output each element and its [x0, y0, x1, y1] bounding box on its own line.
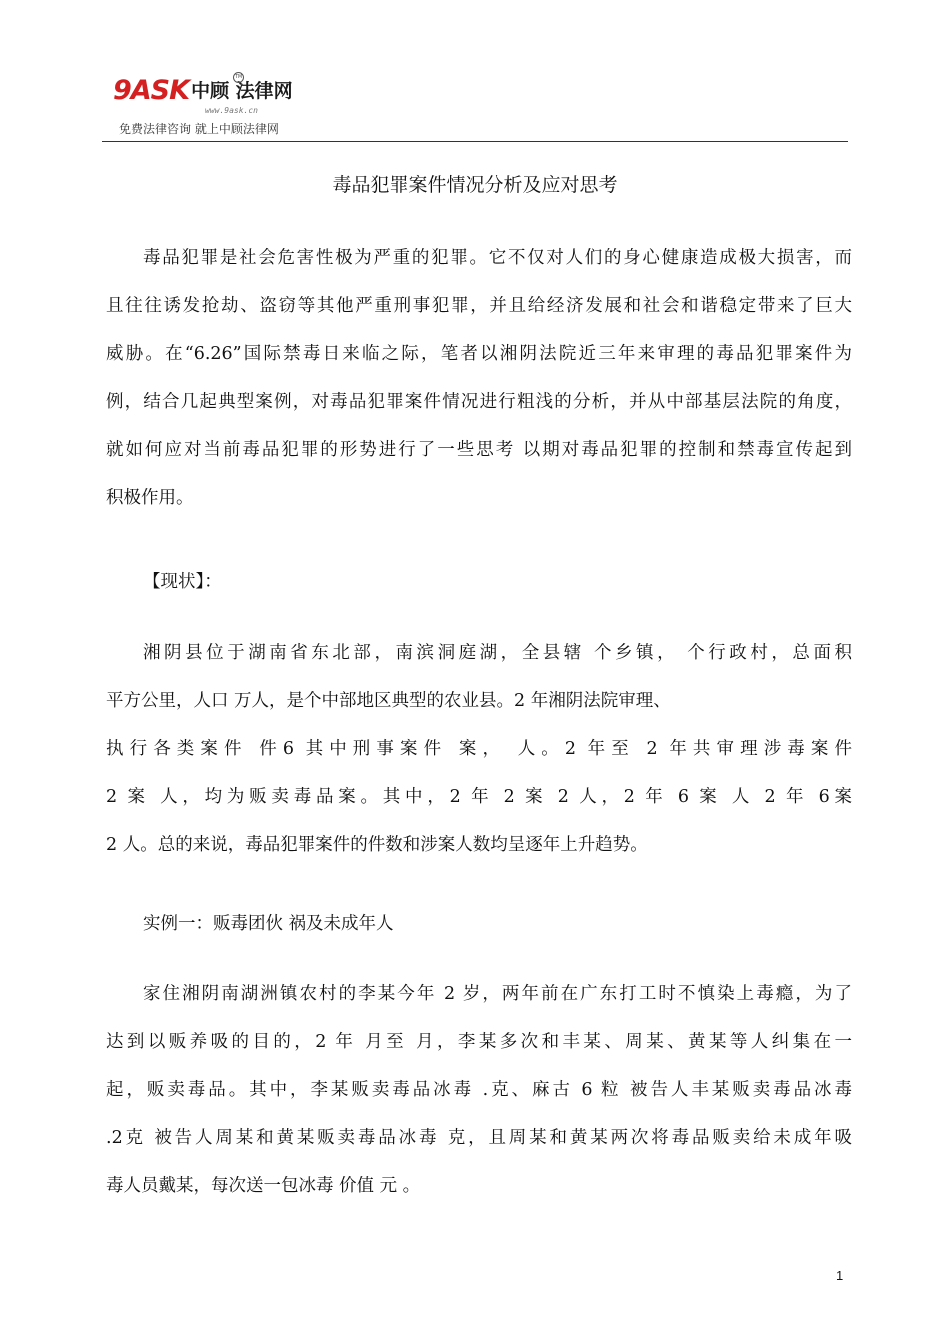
text-line: 执行各类案件 件6 其中刑事案件 案， 人。2 年至 2 年共审理涉毒案件 [106, 739, 852, 759]
text-line: 2 案 人，均为贩卖毒品案。其中，2 年 2 案 2 人，2 年 6 案 人 2 年 6案 [106, 787, 852, 807]
logo-wordmark [113, 76, 293, 106]
text-line: 例，结合几起典型案例，对毒品犯罪案件情况进行粗浅的分析，并从中部基层法院的角度， [106, 392, 852, 412]
text-line: 2 人。总的来说，毒品犯罪案件的件数和涉案人数均呈逐年上升趋势。 [106, 835, 648, 855]
status-paragraph [106, 629, 852, 869]
case-heading: 实例一：贩毒团伙 祸及未成年人 [143, 914, 394, 934]
logo-slogan: 免费法律咨询 就上中顾法律网 [119, 122, 279, 136]
text-line: 湘阴县位于湖南省东北部，南滨洞庭湖，全县辖 个乡镇， 个行政村，总面积 [143, 643, 852, 663]
text-line: 就如何应对当前毒品犯罪的形势进行了一些思考 以期对毒品犯罪的控制和禁毒宣传起到 [106, 440, 852, 460]
site-logo[interactable] [113, 72, 343, 140]
header-divider [102, 141, 848, 142]
section-heading: 【现状】： [143, 572, 222, 592]
logo-chinese-name: 中顾 法律网 [191, 80, 293, 102]
text-line: 起，贩卖毒品。其中，李某贩卖毒品冰毒 .克、麻古 6 粒 被告人丰某贩卖毒品冰毒 [106, 1080, 852, 1100]
text-line: .2克 被告人周某和黄某贩卖毒品冰毒 克，且周某和黄某两次将毒品贩卖给未成年吸 [106, 1128, 852, 1148]
intro-paragraph [106, 234, 852, 522]
text-line: 且往往诱发抢劫、盗窃等其他严重刑事犯罪，并且给经济发展和社会和谐稳定带来了巨大 [106, 296, 852, 316]
case-heading-block [106, 900, 852, 948]
text-line: 威胁。在“6.26”国际禁毒日来临之际，笔者以湘阴法院近三年来审理的毒品犯罪案件为 [106, 344, 852, 364]
case-paragraph [106, 970, 852, 1210]
text-line: 毒人员戴某，每次送一包冰毒 价值 元 。 [106, 1176, 421, 1196]
text-line: 毒品犯罪是社会危害性极为严重的犯罪。它不仅对人们的身心健康造成极大损害，而 [143, 248, 852, 268]
text-line: 平方公里，人口 万人，是个中部地区典型的农业县。2 年湘阴法院审理、 [106, 691, 671, 711]
document-title: 毒品犯罪案件情况分析及应对思考 [332, 174, 618, 196]
page-number: 1 [836, 1268, 844, 1283]
trademark-icon: TM [233, 72, 244, 83]
text-line: 家住湘阴南湖洲镇农村的李某今年 2 岁，两年前在广东打工时不慎染上毒瘾，为了 [143, 984, 852, 1004]
text-line: 积极作用。 [106, 488, 194, 508]
logo-url: www.9ask.cn [205, 106, 258, 115]
text-line: 达到以贩养吸的目的，2 年 月至 月，李某多次和丰某、周某、黄某等人纠集在一 [106, 1032, 852, 1052]
logo-brand: 9ASK [113, 75, 190, 106]
section-heading-status [106, 558, 852, 606]
